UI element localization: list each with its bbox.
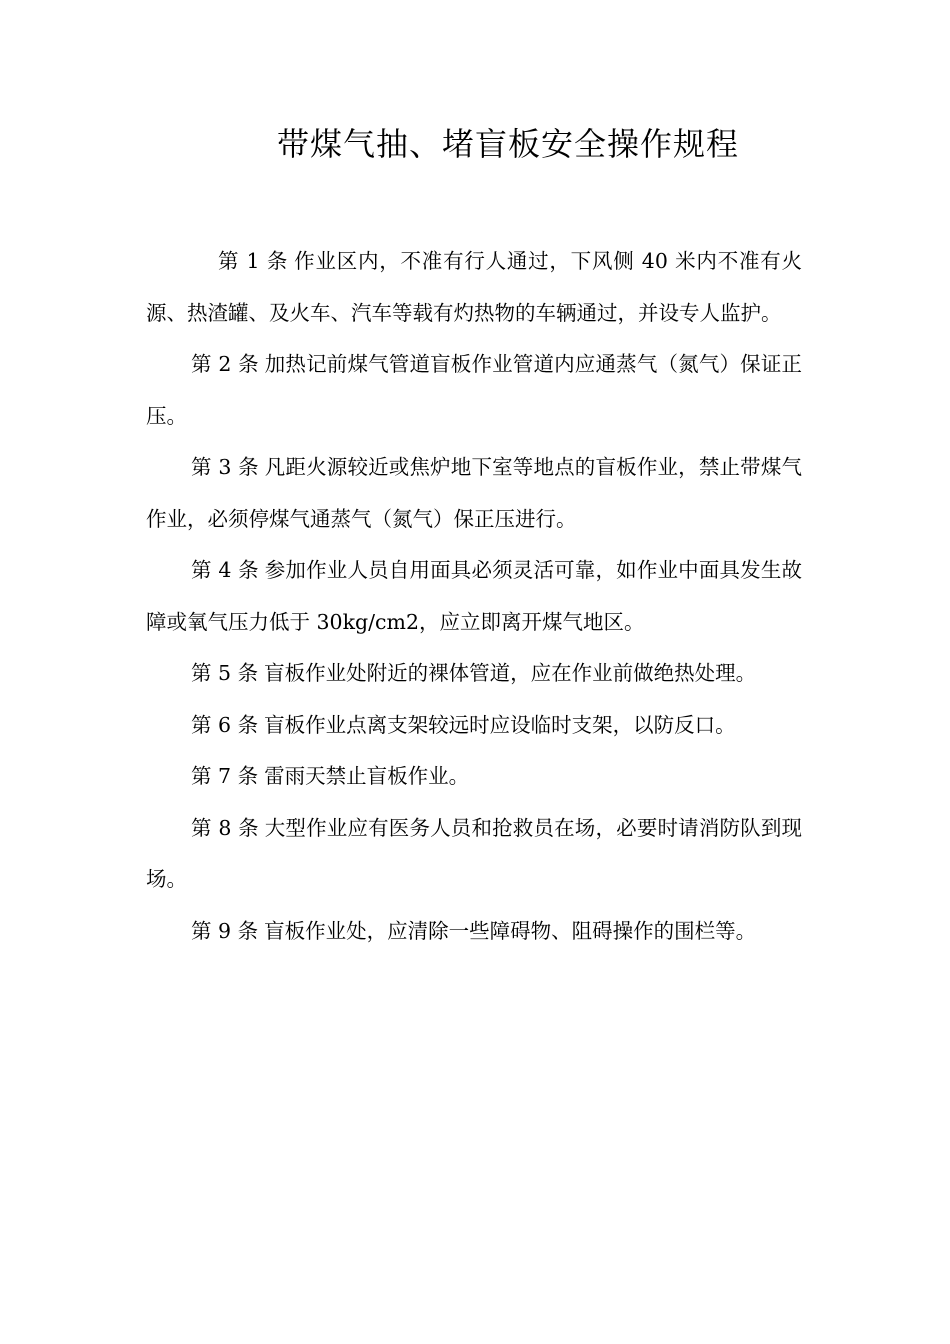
article-4 (146, 545, 802, 648)
article-label: 第 4 条 (191, 558, 259, 582)
article-9 (146, 906, 802, 958)
article-text: 盲板作业点离支架较远时应设临时支架，以防反口。 (264, 712, 736, 737)
article-text: 参加作业人员自用面具必须灵活可靠，如作业中面具发生故障或氧气压力低于 30kg/cm2，应立即离开煤气地区。 (146, 558, 803, 634)
article-label: 第 2 条 (191, 352, 259, 376)
article-7 (146, 751, 802, 803)
article-1 (146, 236, 802, 339)
article-5 (146, 648, 802, 700)
article-text: 加热记前煤气管道盲板作业管道内应通蒸气（氮气）保证正压。 (146, 352, 803, 428)
article-text: 作业区内，不准有行人通过，下风侧 40 米内不准有火源、热渣罐、及火车、汽车等载有灼热物的车辆通过，并设专人监护。 (146, 249, 803, 325)
article-8 (146, 803, 802, 906)
article-2 (146, 339, 802, 442)
article-label: 第 7 条 (191, 764, 259, 788)
article-text: 盲板作业处附近的裸体管道，应在作业前做绝热处理。 (264, 661, 757, 685)
article-text: 盲板作业处，应清除一些障碍物、阻碍操作的围栏等。 (264, 918, 757, 943)
article-label: 第 3 条 (191, 455, 259, 479)
article-label: 第 5 条 (191, 661, 259, 685)
article-label: 第 6 条 (191, 712, 259, 737)
document-body (146, 236, 802, 957)
article-6 (146, 700, 802, 752)
article-label: 第 1 条 (218, 249, 289, 273)
article-text: 大型作业应有医务人员和抢救员在场，必要时请消防队到现场。 (146, 815, 803, 891)
article-text: 凡距火源较近或焦炉地下室等地点的盲板作业，禁止带煤气作业，必须停煤气通蒸气（氮气）保正压进行。 (146, 455, 803, 531)
article-3 (146, 442, 802, 545)
document-title: 带煤气抽、堵盲板安全操作规程 (276, 125, 739, 163)
article-label: 第 8 条 (191, 815, 259, 840)
article-text: 雷雨天禁止盲板作业。 (264, 764, 470, 788)
article-label: 第 9 条 (191, 918, 259, 943)
